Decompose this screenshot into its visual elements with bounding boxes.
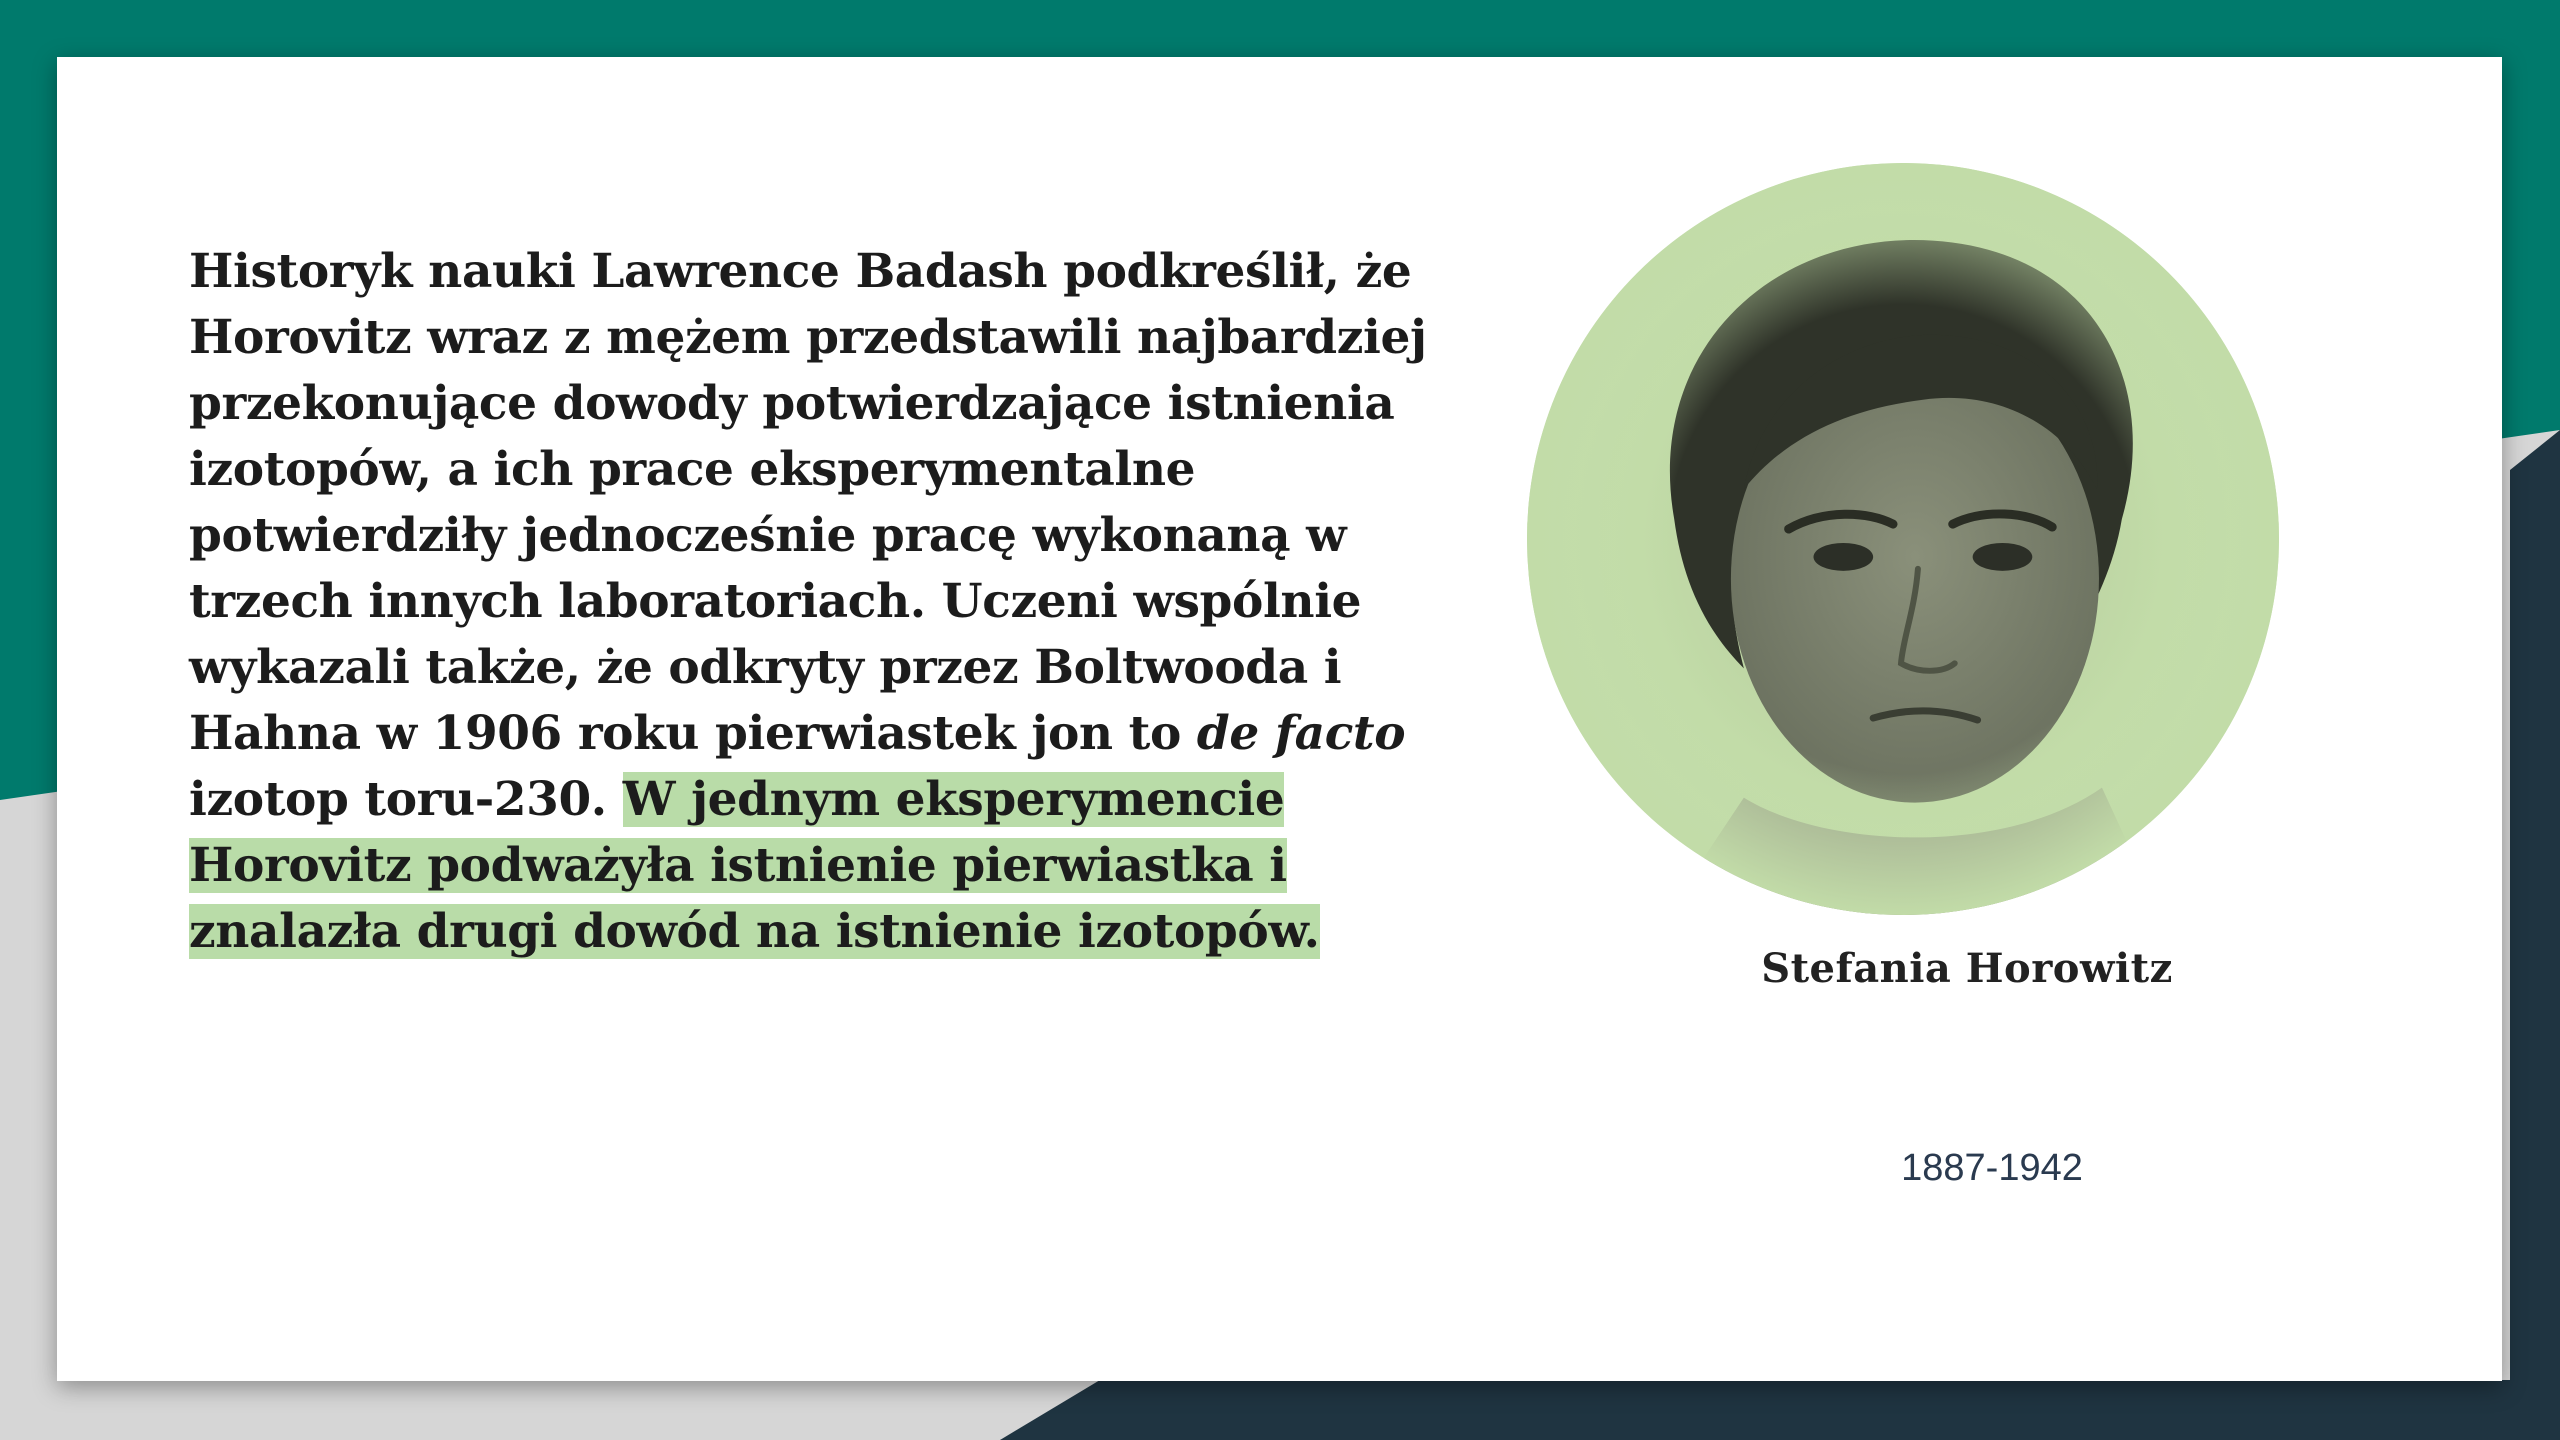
navy-corner-bottom	[1000, 1380, 2560, 1440]
highlighted-text: W jednym eksperymencie Horovitz podważyła istnienie pierwiastka i znalazła drugi dowód na istnienie izotopów.	[189, 772, 1320, 959]
paragraph-italic: de facto	[1196, 706, 1406, 761]
paragraph-text-1: Historyk nauki Lawrence Badash podkreślił, że Horovitz wraz z mężem przedstawili najbardziej przekonujące dowody potwierdzające istnienia izotopów, a ich prace eksperymentalne potwierdziły jednocześnie pracę wykonaną w trzech innych laboratoriach. Uczeni wspólnie wykazali także, że odkryty przez Boltwooda i Hahna w 1906 roku pierwiastek jon to	[189, 244, 1427, 761]
slide	[57, 57, 2502, 1381]
paragraph-text-2: izotop toru-230.	[189, 772, 623, 827]
main-paragraph	[189, 239, 1469, 965]
life-years: 1887-1942	[1901, 1147, 2083, 1189]
portrait-caption: Stefania Horowitz	[1761, 945, 2173, 992]
portrait-image	[1525, 161, 2281, 917]
